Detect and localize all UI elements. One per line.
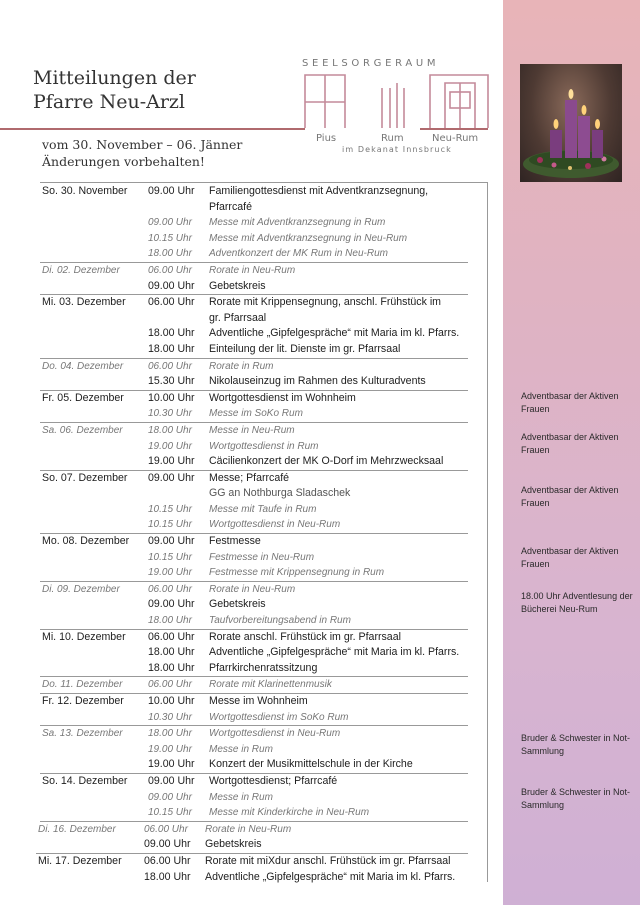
schedule-day xyxy=(40,677,468,694)
event-time: 18.00 Uhr xyxy=(148,248,192,260)
logo-label-pius: Pius xyxy=(316,133,337,144)
event-description: Messe mit Adventkranzsegnung in Neu-Rum xyxy=(209,232,408,244)
title-line-1: Mitteilungen der xyxy=(33,67,196,89)
event-time: 19.00 Uhr xyxy=(148,455,195,468)
accent-divider-right xyxy=(420,128,488,130)
event-time: 06.00 Uhr xyxy=(148,679,192,691)
event-description: Adventliche „Gipfelgespräche“ mit Maria im kl. Pfarrs. xyxy=(205,870,456,883)
schedule-row xyxy=(40,200,468,216)
event-time: 09.00 Uhr xyxy=(144,838,191,851)
sidebar-note: Adventbasar der Aktiven Frauen xyxy=(521,391,619,414)
event-time: 06.00 Uhr xyxy=(148,296,195,309)
schedule-frame-top xyxy=(40,182,487,183)
event-description: Pfarrkirchenratssitzung xyxy=(209,661,318,674)
schedule-row xyxy=(40,726,468,742)
event-time: 06.00 Uhr xyxy=(144,854,191,867)
schedule-row xyxy=(40,630,468,646)
schedule-day xyxy=(40,774,468,822)
event-description: Gebetskreis xyxy=(209,598,266,611)
event-description: Adventkonzert der MK Rum in Neu-Rum xyxy=(209,248,388,260)
day-date: So. 30. November xyxy=(42,185,128,197)
event-time: 19.00 Uhr xyxy=(148,567,192,579)
schedule-row xyxy=(40,550,468,566)
sidebar-note: 18.00 Uhr Adventlesung der Bücherei Neu-Rum xyxy=(521,591,633,614)
event-description: Messe mit Taufe in Rum xyxy=(209,503,317,515)
schedule-row xyxy=(40,565,468,581)
event-time: 10.00 Uhr xyxy=(148,695,195,707)
event-description: Wortgottesdienst im Wohnheim xyxy=(209,391,356,404)
event-description: Messe; Pfarrcafé xyxy=(209,471,290,484)
event-time: 10.30 Uhr xyxy=(148,408,192,420)
event-description: Festmesse xyxy=(209,535,261,548)
event-time: 06.00 Uhr xyxy=(148,630,195,643)
schedule-day xyxy=(40,391,468,423)
event-time: 18.00 Uhr xyxy=(144,870,191,883)
date-range-block xyxy=(42,136,242,170)
schedule-row xyxy=(40,391,468,407)
schedule-day xyxy=(40,184,468,263)
event-time: 10.15 Uhr xyxy=(148,551,192,563)
day-date: Di. 09. Dezember xyxy=(42,583,120,595)
schedule-row xyxy=(40,757,468,773)
schedule-day xyxy=(40,423,468,471)
event-time: 18.00 Uhr xyxy=(148,661,195,674)
event-time: 09.00 Uhr xyxy=(148,279,195,292)
event-time: 10.15 Uhr xyxy=(148,519,192,531)
schedule-row xyxy=(40,694,468,710)
schedule-row xyxy=(40,661,468,677)
schedule-day xyxy=(40,694,468,726)
logo-label-neu-rum: Neu-Rum xyxy=(432,133,479,144)
schedule-row xyxy=(40,742,468,758)
sidebar-note: Adventbasar der Aktiven Frauen xyxy=(521,432,619,455)
schedule-row xyxy=(40,231,468,247)
event-time: 09.00 Uhr xyxy=(148,471,195,484)
day-date: So. 14. Dezember xyxy=(42,774,128,787)
schedule-row xyxy=(40,279,468,295)
event-description: Einteilung der lit. Dienste im gr. Pfarrsaal xyxy=(209,342,401,355)
schedule-row xyxy=(40,502,468,518)
schedule-row xyxy=(40,406,468,422)
event-time: 09.00 Uhr xyxy=(148,185,195,197)
logo-wordmark: SEELSORGERAUM xyxy=(302,58,440,69)
day-date: Di. 16. Dezember xyxy=(38,823,116,835)
event-description: Rorate in Neu-Rum xyxy=(209,583,296,595)
event-description: Nikolauseinzug im Rahmen des Kulturadvents xyxy=(209,375,426,388)
schedule-day xyxy=(40,295,468,358)
day-date: Fr. 05. Dezember xyxy=(42,391,124,404)
schedule-row xyxy=(40,311,468,327)
event-time: 19.00 Uhr xyxy=(148,440,192,452)
schedule-row xyxy=(40,374,468,390)
day-date: Do. 11. Dezember xyxy=(42,679,123,691)
schedule-day xyxy=(40,359,468,391)
event-time: 06.00 Uhr xyxy=(144,823,188,835)
event-description: Wortgottesdienst; Pfarrcafé xyxy=(209,774,338,787)
schedule-day xyxy=(40,726,468,774)
schedule-row xyxy=(40,645,468,661)
day-date: Di. 02. Dezember xyxy=(42,264,120,276)
sidebar-note: Bruder & Schwester in Not-Sammlung xyxy=(521,733,631,756)
event-time: 18.00 Uhr xyxy=(148,327,195,340)
schedule-row xyxy=(40,534,468,550)
event-description: Familiengottesdienst mit Adventkranzsegnung, xyxy=(209,185,429,197)
event-time: 18.00 Uhr xyxy=(148,646,195,659)
event-time: 06.00 Uhr xyxy=(148,264,192,276)
accent-divider xyxy=(0,128,305,130)
event-description: Adventliche „Gipfelgespräche“ mit Maria im kl. Pfarrs. xyxy=(209,646,460,659)
event-description: GG an Nothburga Sladaschek xyxy=(209,487,351,500)
day-date: Mi. 03. Dezember xyxy=(42,296,126,309)
event-description: Rorate in Rum xyxy=(209,360,274,372)
event-time: 09.00 Uhr xyxy=(148,535,195,548)
event-time: 06.00 Uhr xyxy=(148,583,192,595)
event-description: Rorate anschl. Frühstück im gr. Pfarrsaal xyxy=(209,630,401,643)
event-time: 10.15 Uhr xyxy=(148,807,192,819)
event-time: 10.30 Uhr xyxy=(148,711,192,723)
day-date: Mi. 10. Dezember xyxy=(42,630,126,643)
schedule-row xyxy=(36,854,468,870)
schedule-row xyxy=(40,517,468,533)
schedule-row xyxy=(36,822,468,838)
event-time: 19.00 Uhr xyxy=(148,743,192,755)
event-description: Rorate mit Krippensegnung, anschl. Frühstück im xyxy=(209,296,441,309)
schedule-row xyxy=(36,870,468,886)
day-date: Mi. 17. Dezember xyxy=(38,854,122,867)
event-description: Taufvorbereitungsabend in Rum xyxy=(209,615,351,627)
schedule-row xyxy=(40,246,468,262)
schedule-row xyxy=(40,790,468,806)
day-date: So. 07. Dezember xyxy=(42,471,128,484)
event-description: Wortgottesdienst in Neu-Rum xyxy=(209,728,341,740)
event-time: 10.00 Uhr xyxy=(148,391,195,404)
schedule-day xyxy=(40,534,468,582)
day-date: Fr. 12. Dezember xyxy=(42,695,124,707)
schedule-row xyxy=(40,613,468,629)
schedule-row xyxy=(40,439,468,455)
event-description: Messe in Rum xyxy=(209,791,273,803)
schedule-day xyxy=(40,263,468,295)
event-description: Rorate mit miXdur anschl. Frühstück im gr. Pfarrsaal xyxy=(205,854,451,867)
day-date: Sa. 06. Dezember xyxy=(42,424,123,436)
schedule-row xyxy=(40,710,468,726)
sidebar-note: Adventbasar der Aktiven Frauen xyxy=(521,485,619,508)
schedule-row xyxy=(40,215,468,231)
schedule-table xyxy=(0,184,490,885)
event-time: 09.00 Uhr xyxy=(148,791,192,803)
event-description: Cäcilienkonzert der MK O-Dorf im Mehrzwecksaal xyxy=(209,455,444,468)
event-description: Messe mit Kinderkirche in Neu-Rum xyxy=(209,807,370,819)
event-description: Rorate mit Klarinettenmusik xyxy=(209,679,332,691)
event-description: Messe in Rum xyxy=(209,743,273,755)
event-description: Pfarrcafé xyxy=(209,200,252,213)
schedule-row xyxy=(40,677,468,693)
event-time: 19.00 Uhr xyxy=(148,758,195,771)
schedule-row xyxy=(40,454,468,470)
event-description: Festmesse in Neu-Rum xyxy=(209,551,315,563)
schedule-day xyxy=(40,630,468,678)
day-date: Mo. 08. Dezember xyxy=(42,535,130,548)
logo-subline: im Dekanat Innsbruck xyxy=(342,145,452,154)
event-description: Rorate in Neu-Rum xyxy=(209,264,296,276)
event-time: 10.15 Uhr xyxy=(148,503,192,515)
event-time: 18.00 Uhr xyxy=(148,424,192,436)
event-time: 15.30 Uhr xyxy=(148,375,195,388)
page-title xyxy=(33,66,196,114)
advent-wreath-photo xyxy=(520,64,622,182)
schedule-day xyxy=(36,822,468,854)
event-description: Adventliche „Gipfelgespräche“ mit Maria im kl. Pfarrs. xyxy=(209,327,460,340)
event-time: 09.00 Uhr xyxy=(148,774,195,787)
schedule-day xyxy=(36,854,468,885)
event-time: 10.15 Uhr xyxy=(148,232,192,244)
schedule-row xyxy=(40,582,468,598)
schedule-row xyxy=(36,837,468,853)
schedule-row xyxy=(40,486,468,502)
schedule-day xyxy=(40,471,468,534)
event-time: 09.00 Uhr xyxy=(148,217,192,229)
event-description: Gebetskreis xyxy=(209,279,266,292)
date-range: vom 30. November – 06. Jänner xyxy=(42,137,243,152)
schedule-row xyxy=(40,423,468,439)
event-time: 18.00 Uhr xyxy=(148,615,192,627)
event-time: 18.00 Uhr xyxy=(148,728,192,740)
event-time: 06.00 Uhr xyxy=(148,360,192,372)
schedule-row xyxy=(40,597,468,613)
schedule-row xyxy=(40,805,468,821)
schedule-row xyxy=(40,359,468,375)
schedule-row xyxy=(40,184,468,200)
advent-wreath-candles-icon xyxy=(520,64,622,182)
title-line-2: Pfarre Neu-Arzl xyxy=(33,91,186,113)
schedule-row xyxy=(40,326,468,342)
event-description: Rorate in Neu-Rum xyxy=(205,823,292,835)
sidebar-note: Bruder & Schwester in Not-Sammlung xyxy=(521,787,631,810)
event-description: Wortgottesdienst im SoKo Rum xyxy=(209,711,349,723)
schedule-row xyxy=(40,295,468,311)
logo-label-rum: Rum xyxy=(381,133,404,144)
schedule-row xyxy=(40,774,468,790)
event-description: Wortgottesdienst in Rum xyxy=(209,440,319,452)
event-time: 18.00 Uhr xyxy=(148,342,195,355)
event-description: Gebetskreis xyxy=(205,838,262,851)
schedule-row xyxy=(40,263,468,279)
event-description: Konzert der Musikmittelschule in der Kirche xyxy=(209,758,413,771)
event-description: Festmesse mit Krippensegnung in Rum xyxy=(209,567,385,579)
event-description: gr. Pfarrsaal xyxy=(209,311,267,324)
event-time: 09.00 Uhr xyxy=(148,598,195,611)
event-description: Messe mit Adventkranzsegnung in Rum xyxy=(209,217,386,229)
event-description: Messe im SoKo Rum xyxy=(209,408,303,420)
disclaimer: Änderungen vorbehalten! xyxy=(42,154,205,169)
sidebar-note: Adventbasar der Aktiven Frauen xyxy=(521,546,619,569)
schedule-day xyxy=(40,582,468,630)
event-description: Messe in Neu-Rum xyxy=(209,424,295,436)
schedule-row xyxy=(40,342,468,358)
event-description: Messe im Wohnheim xyxy=(209,695,308,707)
event-description: Wortgottesdienst in Neu-Rum xyxy=(209,519,341,531)
schedule-row xyxy=(40,471,468,487)
day-date: Sa. 13. Dezember xyxy=(42,728,123,740)
day-date: Do. 04. Dezember xyxy=(42,360,124,372)
